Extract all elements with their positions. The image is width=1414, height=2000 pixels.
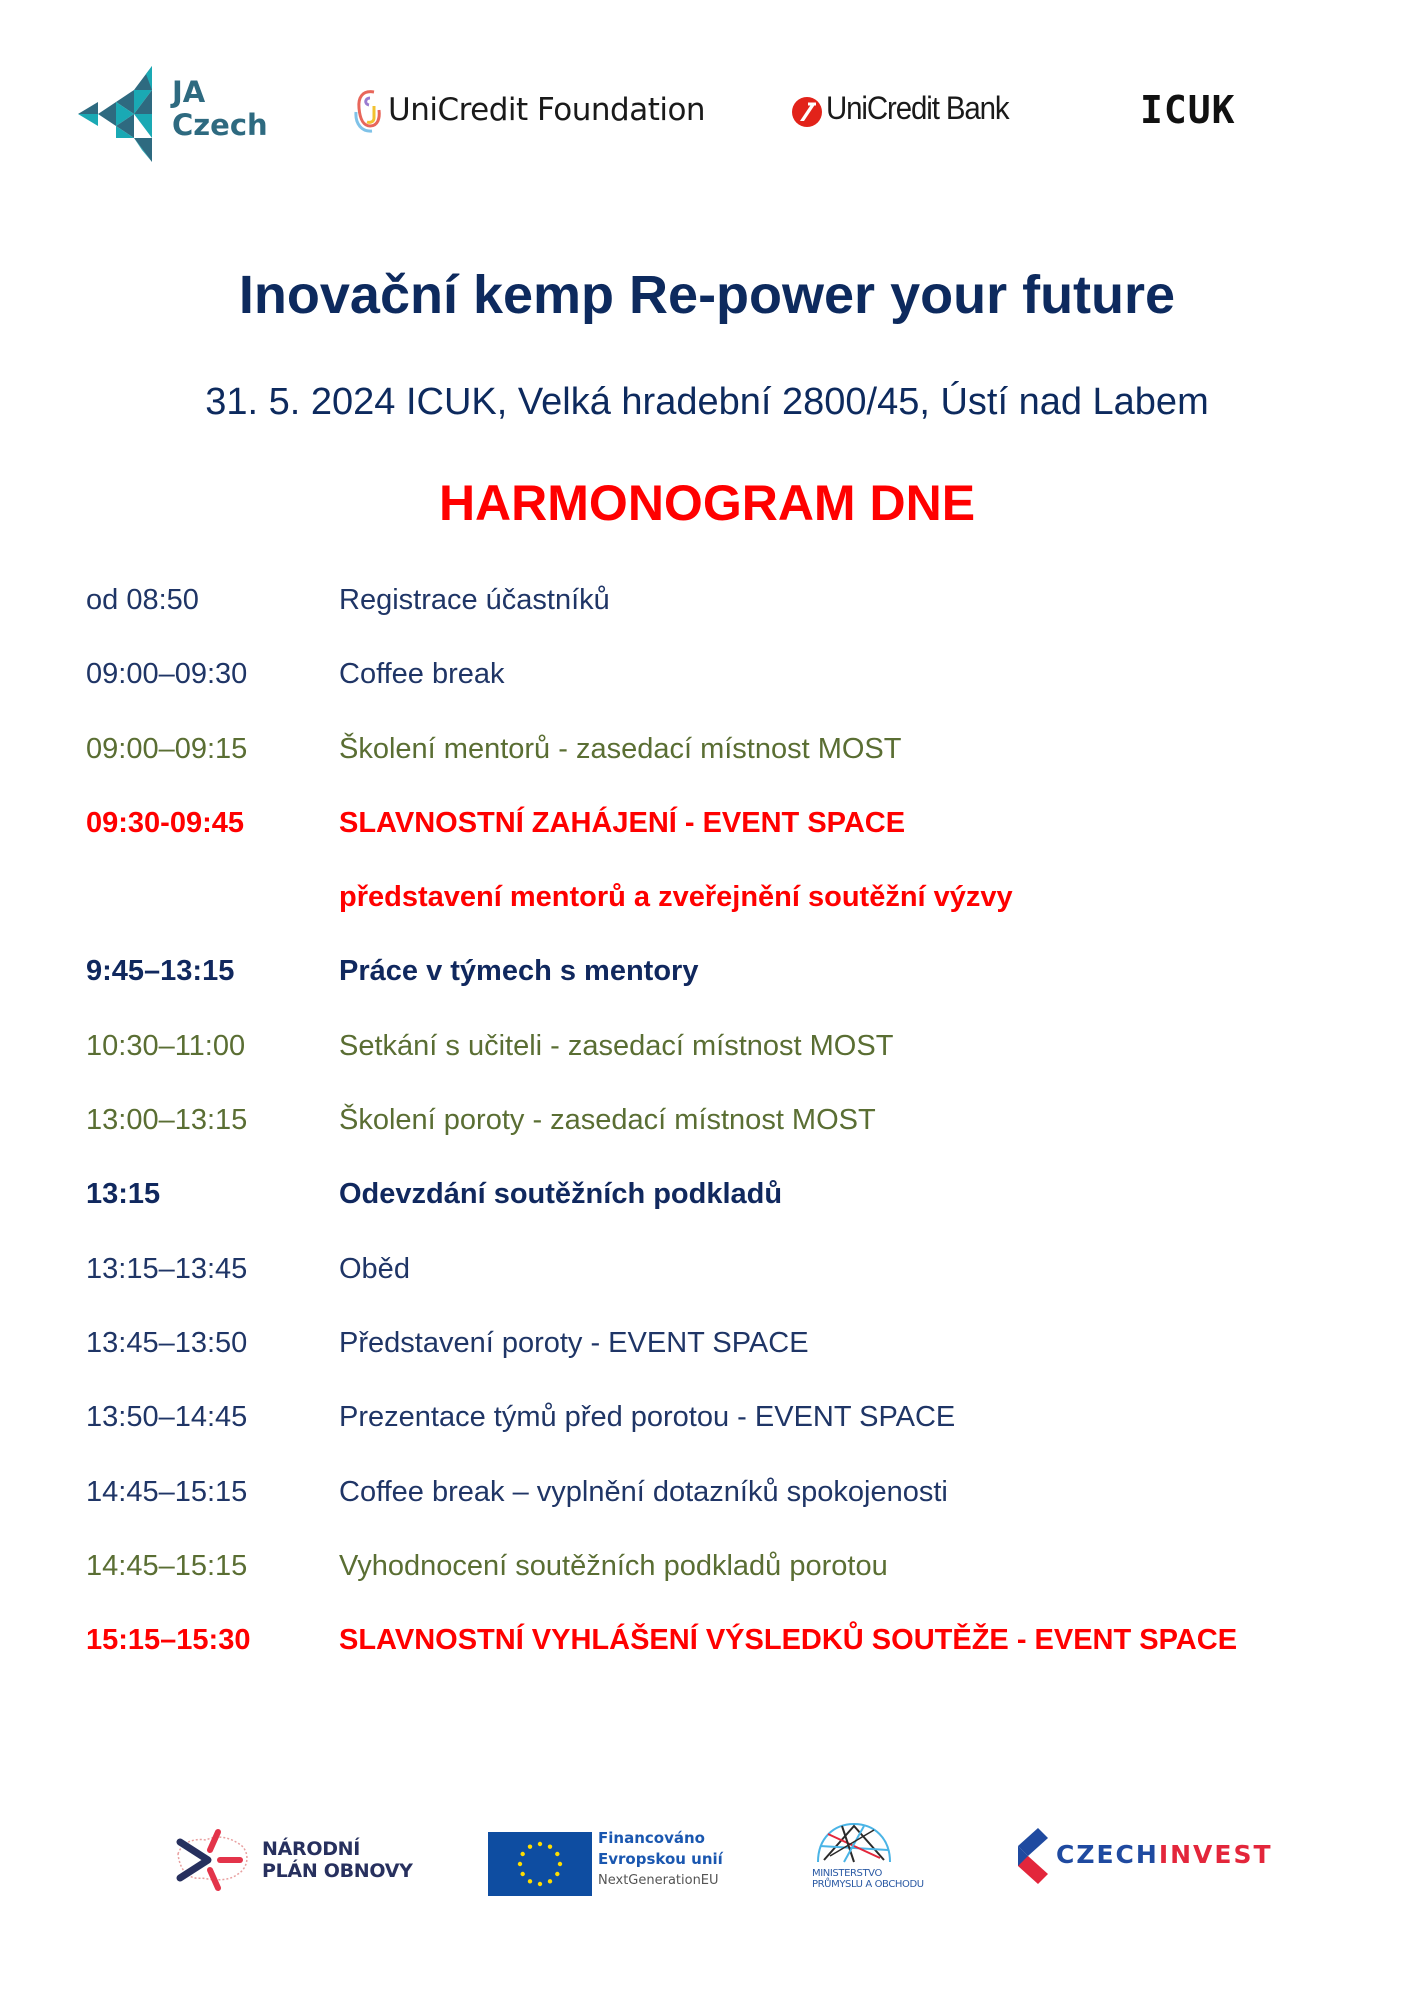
mpo-logo	[810, 1820, 970, 1900]
schedule-time: 09:00–09:15	[86, 732, 248, 765]
schedule-activity: Setkání s učiteli - zasedací místnost MOST	[339, 1029, 894, 1062]
schedule-time: 13:15	[86, 1178, 161, 1211]
eu-star	[520, 1852, 524, 1856]
narodni-plan-obnovy-logo	[172, 1824, 432, 1894]
schedule-time: od 08:50	[86, 584, 199, 616]
schedule-activity: Odevzdání soutěžních podkladů	[339, 1178, 783, 1211]
eu-star	[518, 1862, 522, 1866]
unicredit-foundation-symbol-icon	[352, 88, 384, 134]
schedule-activity: SLAVNOSTNÍ VYHLÁŠENÍ VÝSLEDKŮ SOUTĚŽE - EVENT SPACE	[339, 1624, 1238, 1657]
schedule-row	[86, 951, 1346, 1025]
eu-star	[558, 1862, 562, 1866]
page-title: Inovační kemp Re-power your future	[238, 265, 1176, 325]
schedule-time: 13:50–14:45	[86, 1401, 248, 1434]
eu-flag-icon	[488, 1832, 592, 1896]
schedule-row	[86, 1249, 1346, 1323]
schedule-row	[86, 1472, 1346, 1546]
schedule-activity: Oběd	[339, 1252, 410, 1285]
ja-czech-logo	[76, 64, 276, 164]
mpo-globe-icon	[814, 1820, 894, 1866]
schedule-time: 13:45–13:50	[86, 1326, 248, 1359]
eu-star	[538, 1842, 542, 1846]
schedule-activity: Coffee break	[339, 658, 505, 691]
schedule-time: 14:45–15:15	[86, 1549, 248, 1582]
schedule-time: 15:15–15:30	[86, 1624, 251, 1657]
eu-star	[528, 1844, 532, 1848]
eu-star	[520, 1872, 524, 1876]
czechinvest-chevron-icon	[1016, 1826, 1050, 1886]
schedule-activity: Coffee break – vyplnění dotazníků spokojenosti	[339, 1475, 948, 1508]
czechinvest-part2: INVEST	[1158, 1840, 1273, 1869]
schedule-time: 09:00–09:30	[86, 658, 248, 691]
schedule-time: 13:15–13:45	[86, 1252, 248, 1285]
npo-line2: PLÁN OBNOVY	[262, 1860, 413, 1882]
schedule-row	[86, 1546, 1346, 1620]
schedule-activity: Školení mentorů - zasedací místnost MOST	[339, 732, 902, 765]
schedule-time: 14:45–15:15	[86, 1475, 248, 1508]
section-heading: HARMONOGRAM DNE	[438, 475, 976, 531]
eu-star	[555, 1872, 559, 1876]
unicredit-bank-symbol-icon	[790, 95, 824, 129]
eu-funding-logo	[488, 1826, 778, 1896]
eu-line2: Evropskou unií	[598, 1850, 723, 1868]
schedule-row	[86, 654, 1346, 728]
eu-star	[555, 1852, 559, 1856]
schedule-activity: SLAVNOSTNÍ ZAHÁJENÍ - EVENT SPACE	[339, 806, 906, 839]
schedule-row	[86, 1323, 1346, 1397]
mpo-line1: MINISTERSTVO	[812, 1868, 882, 1879]
schedule-activity: Prezentace týmů před porotou - EVENT SPACE	[339, 1401, 956, 1434]
unicredit-bank-text: UniCredit Bank	[826, 90, 1009, 126]
eu-star	[548, 1879, 552, 1883]
ja-czech-line1: JA	[172, 75, 206, 109]
schedule-activity: představení mentorů a zveřejnění soutěžní výzvy	[339, 881, 1013, 914]
unicredit-foundation-text: UniCredit Foundation	[388, 92, 706, 128]
schedule-row	[86, 1397, 1346, 1471]
czechinvest-part1: CZECH	[1056, 1840, 1159, 1869]
schedule-row	[86, 580, 1346, 654]
schedule-time: 10:30–11:00	[86, 1029, 246, 1062]
schedule-activity: Představení poroty - EVENT SPACE	[339, 1326, 809, 1359]
eu-line3: NextGenerationEU	[598, 1873, 719, 1888]
schedule-row	[86, 1100, 1346, 1174]
schedule-activity: Práce v týmech s mentory	[339, 955, 699, 988]
czechinvest-logo	[1016, 1826, 1276, 1886]
ja-czech-line2: Czech	[172, 108, 268, 142]
schedule-list	[86, 580, 1346, 1694]
schedule-row	[86, 729, 1346, 803]
schedule-activity: Registrace účastníků	[339, 584, 610, 616]
icuk-logo: ICUK	[1140, 88, 1236, 132]
mpo-line2: PRŮMYSLU A OBCHODU	[812, 1879, 924, 1890]
schedule-row	[86, 1174, 1346, 1248]
schedule-time: 9:45–13:15	[86, 955, 235, 988]
eu-star	[548, 1844, 552, 1848]
schedule-activity: Vyhodnocení soutěžních podkladů porotou	[339, 1549, 888, 1582]
schedule-row	[86, 1620, 1346, 1694]
schedule-activity: Školení poroty - zasedací místnost MOST	[339, 1104, 876, 1137]
schedule-row	[86, 803, 1346, 877]
schedule-time: 09:30-09:45	[86, 806, 244, 839]
schedule-row	[86, 877, 1346, 951]
eu-star	[538, 1882, 542, 1886]
npo-symbol-icon	[172, 1824, 256, 1894]
eu-line1: Financováno	[598, 1829, 705, 1847]
npo-line1: NÁRODNÍ	[262, 1838, 361, 1860]
schedule-row	[86, 1026, 1346, 1100]
schedule-time: 13:00–13:15	[86, 1104, 248, 1137]
event-date-location: 31. 5. 2024 ICUK, Velká hradební 2800/45, Ústí nad Labem	[205, 381, 1209, 423]
eu-star	[528, 1879, 532, 1883]
ja-czech-triangle-icon	[76, 64, 166, 164]
